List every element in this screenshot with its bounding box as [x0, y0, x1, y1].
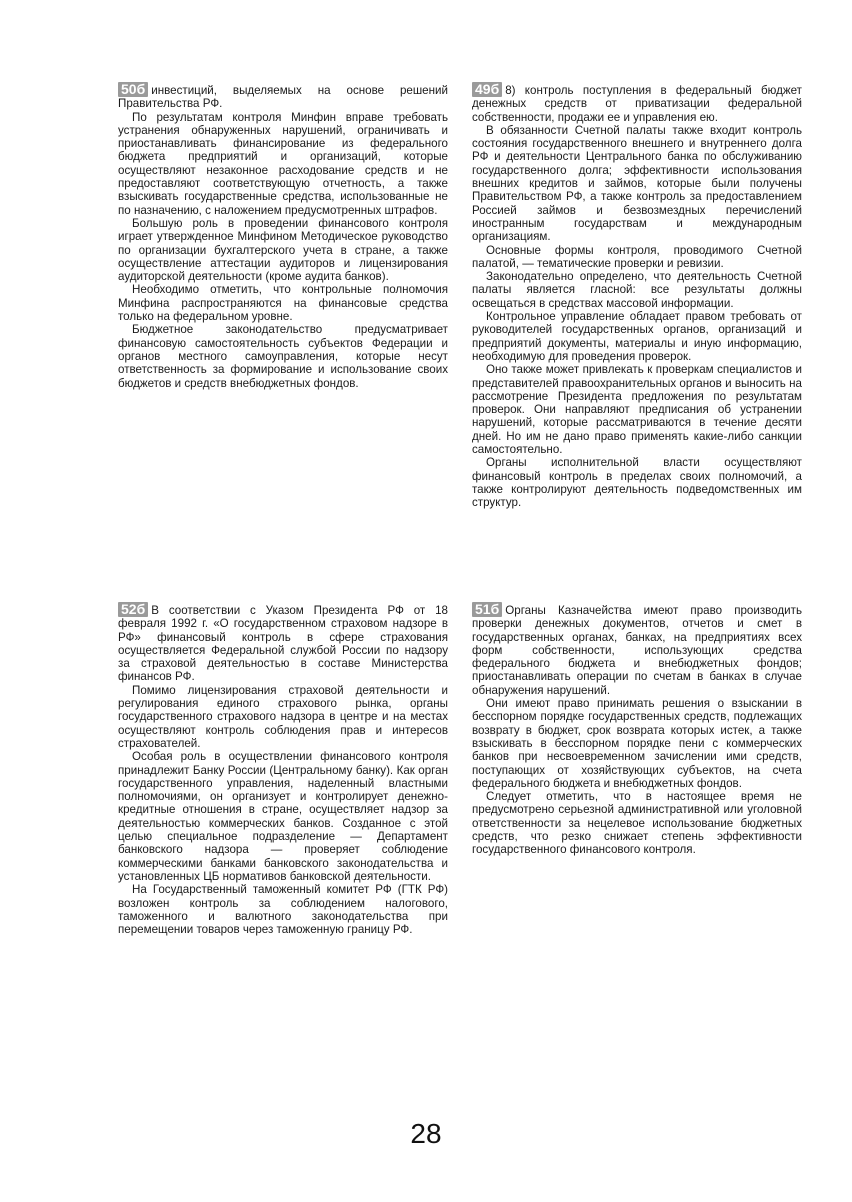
section-52b — [118, 602, 448, 936]
paragraph: По результатам контроля Минфин вправе требовать устранения обнаруженных нарушений, ограничивать и приостанавливать финансирование из федерального бюджета предприятий и организаций, которые осуществляют незаконное расходование средств и не предоставляют соответствующую отчетность, а также взыскивать государственные средства, использованные не по назначению, с наложением предусмотренных штрафов. — [118, 110, 448, 217]
section-50b — [118, 82, 448, 390]
paragraph: На Государственный таможенный комитет РФ (ГТК РФ) возложен контроль за соблюдением налогового, таможенного и валютного законодательства при перемещении товаров через таможенную границу РФ. — [118, 883, 448, 937]
paragraph: Особая роль в осуществлении финансового контроля принадлежит Банку России (Центральному банку). Как орган государственного управления, наделенный властными полномочиями, он организует и контролирует денежно-кредитные отношения в стране, осуществляет надзор за деятельностью коммерческих банков. Созданное с этой целью специальное подразделение — Департамент банковского надзора — проверяет соблюдение коммерческими банками банковского законодательства и установленных ЦБ нормативов банковской деятельности. — [118, 750, 448, 883]
paragraph: Помимо лицензирования страховой деятельности и регулирования единого страхового рынка, органы государственного страхового надзора в центре и на местах осуществляют контроль соблюдения прав и интересов страхователей. — [118, 683, 448, 750]
paragraph: 52б В соответствии с Указом Президента РФ от 18 февраля 1992 г. «О государственном страховом надзоре в РФ» финансовый контроль в сфере страхования осуществляется Федеральной службой России по надзору за страховой деятельностью в составе Министерства финансов РФ. — [118, 601, 448, 684]
paragraph: Контрольное управление обладает правом требовать от руководителей государственных органов, организаций и предприятий документы, материалы и иную информацию, необходимую для проведения проверок. — [472, 310, 802, 363]
paragraph: 49б 8) контроль поступления в федеральный бюджет денежных средств от приватизации федеральной собственности, продажи ее и управления ею. — [472, 81, 802, 124]
section-badge: 51б — [472, 602, 502, 617]
paragraph: Основные формы контроля, проводимого Счетной палатой, — тематические проверки и ревизии. — [472, 243, 802, 270]
paragraph: Законодательно определено, что деятельность Счетной палаты является гласной: все результаты должны освещаться в средствах массовой информации. — [472, 270, 802, 310]
section-49b — [472, 82, 802, 510]
paragraph: Органы исполнительной власти осуществляют финансовый контроль в пределах своих полномочий, а также контролируют деятельность подведомственных им структур. — [472, 456, 802, 510]
section-badge: 52б — [118, 602, 148, 617]
section-51b — [472, 602, 802, 857]
paragraph: Большую роль в проведении финансового контроля играет утвержденное Минфином Методическое руководство по организации бухгалтерского учета в стране, а также осуществление аттестации аудиторов и лицензирования аудиторской деятельности (кроме аудита банков). — [118, 216, 448, 284]
section-badge: 49б — [472, 82, 502, 97]
paragraph: Необходимо отметить, что контрольные полномочия Минфина распространяются на финансовые средства только на федеральном уровне. — [118, 283, 448, 324]
paragraph: Бюджетное законодательство предусматривает финансовую самостоятельность субъектов Федерации и органов местного самоуправления, которые несут ответственность за формирование и использование своих бюджетов и средств внебюджетных фондов. — [118, 323, 448, 390]
section-badge: 50б — [118, 82, 148, 97]
page-number: 28 — [410, 1118, 442, 1149]
paragraph: В обязанности Счетной палаты также входит контроль состояния государственного внешнего и внутреннего долга РФ и деятельности Центрального банка по обслуживанию государственного долга; эффективности использования внешних кредитов и займов, которые были получены Правительством РФ, а также контроль за предоставлением Россией займов и безвозмездных перечислений иностранным государствам и международным организациям. — [472, 123, 802, 244]
paragraph: Они имеют право принимать решения о взыскании в бесспорном порядке государственных средств, подлежащих возврату в бюджет, срок возврата которых истек, а также взыскивать в бесспорном порядке пени с коммерческих банков при несвоевременном зачислении ими средств, поступающих от хозяйствующих субъектов, на счета федерального бюджета и внебюджетных фондов. — [472, 697, 802, 790]
paragraph: Следует отметить, что в настоящее время не предусмотрено серьезной административной или уголовной ответственности за нецелевое использование бюджетных средств, что резко снижает степень эффективности государственного финансового контроля. — [472, 790, 802, 857]
paragraph: 51б Органы Казначейства имеют право производить проверки денежных документов, отчетов и смет в государственных органах, банках, на предприятиях всех форм собственности, использующих средства федерального бюджета и внебюджетных фондов; приостанавливать операции по счетам в банках в случае обнаружения нарушений. — [472, 601, 802, 697]
paragraph: Оно также может привлекать к проверкам специалистов и представителей правоохранительных органов и выносить на рассмотрение Президента предложения по результатам проверок. Они направляют предписания об устранении нарушений, которые рассматриваются в течение десяти дней. Но им не дано право применять какие-либо санкции самостоятельно. — [472, 363, 802, 457]
paragraph: 50б инвестиций, выделяемых на основе решений Правительства РФ. — [118, 81, 448, 111]
